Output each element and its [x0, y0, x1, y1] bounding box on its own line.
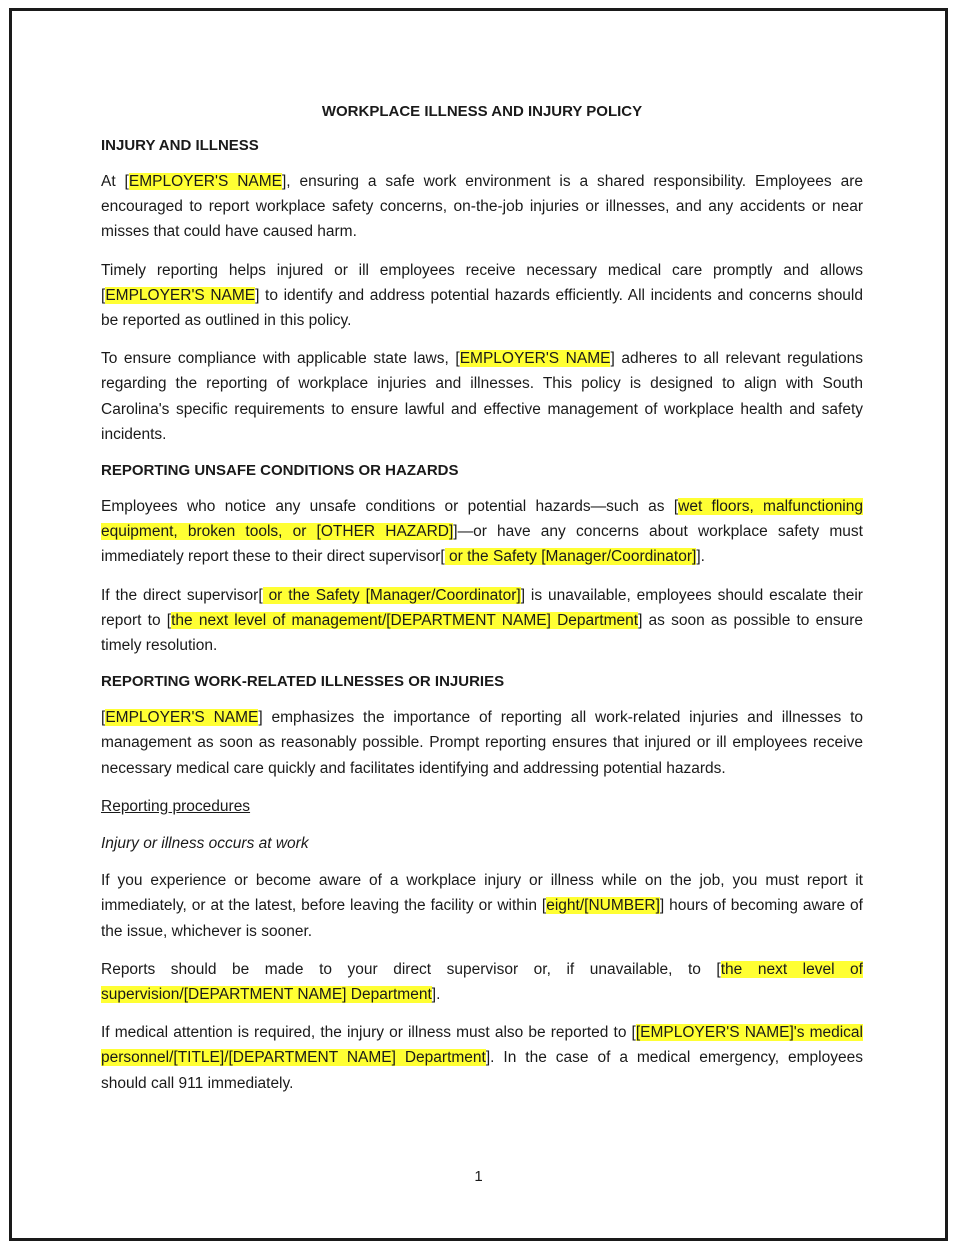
text-run: ] adheres to all relevant regulations regarding the reporting of workplace injuries and illnesses. This policy is designed to align with South Carolina's specific requirements to ensure lawful and effective management of workplace health and safety incidents.: [101, 350, 863, 443]
highlighted-placeholder: or the Safety [Manager/Coordinator]: [444, 548, 697, 566]
document-body: [101, 101, 863, 1109]
text-run: ]. In the case of a medical emergency, employees should call 911 immediately.: [101, 1049, 863, 1092]
text-run: ] emphasizes the importance of reporting all work-related injuries and illnesses to management as soon as reasonably possible. Prompt reporting ensures that injured or ill employees receive necessary medical care quickly and facilitates identifying and addressing potential hazards.: [101, 709, 863, 777]
text-run: If medical attention is required, the injury or illness must also be reported to [: [101, 1024, 636, 1042]
text-run: ] is unavailable, employees should escalate their report to [: [101, 586, 863, 629]
text-run: ]—or have any concerns about workplace safety must immediately report these to their direct supervisor[: [101, 523, 863, 566]
text-run: ].: [696, 548, 705, 566]
text-run: If the direct supervisor[: [101, 586, 263, 604]
paragraph: [101, 494, 863, 570]
text-run: Reports should be made to your direct supervisor or, if unavailable, to [: [101, 960, 721, 978]
highlighted-placeholder: the next level of management/[DEPARTMENT NAME] Department: [171, 611, 639, 629]
text-run: ] as soon as possible to ensure timely resolution.: [101, 611, 863, 655]
text-run: Employees who notice any unsafe conditions or potential hazards—such as [: [101, 498, 679, 516]
highlighted-placeholder: wet floors, malfunctioning equipment, broken tools, or [OTHER HAZARD]: [101, 498, 863, 541]
subsection-subheading: Injury or illness occurs at work: [101, 835, 309, 853]
paragraph: [101, 169, 863, 245]
paragraph: [101, 346, 863, 447]
highlighted-placeholder: or the Safety [Manager/Coordinator]: [262, 586, 521, 604]
document-title: WORKPLACE ILLNESS AND INJURY POLICY: [321, 103, 643, 120]
text-run: At [: [101, 173, 129, 190]
section-heading: REPORTING WORK-RELATED ILLNESSES OR INJURIES: [101, 673, 505, 691]
text-run: ] hours of becoming aware of the issue, whichever is sooner.: [101, 897, 863, 940]
highlighted-placeholder: EMPLOYER'S NAME: [128, 173, 282, 190]
paragraph: [101, 1020, 863, 1096]
page-number: 1: [474, 1168, 483, 1185]
highlighted-placeholder: EMPLOYER'S NAME: [459, 350, 611, 368]
text-run: ] to identify and address potential hazards efficiently. All incidents and concerns should be reported as outlined in this policy.: [101, 286, 863, 330]
text-run: To ensure compliance with applicable state laws, [: [101, 350, 460, 368]
text-run: If you experience or become aware of a workplace injury or illness while on the job, you must report it immediately, or at the latest, before leaving the facility or within [: [101, 872, 863, 915]
paragraph: [101, 868, 863, 944]
paragraph: [101, 583, 863, 659]
highlighted-placeholder: the next level of supervision/[DEPARTMENT NAME] Department: [101, 960, 863, 1004]
text-run: Timely reporting helps injured or ill employees receive necessary medical care promptly and allows [: [101, 261, 863, 304]
document-page: [9, 8, 948, 1241]
highlighted-placeholder: EMPLOYER'S NAME: [105, 709, 259, 727]
text-run: [: [101, 709, 106, 727]
highlighted-placeholder: eight/[NUMBER]: [546, 897, 660, 915]
highlighted-placeholder: EMPLOYER'S NAME: [105, 286, 256, 304]
paragraph: [101, 258, 863, 334]
text-run: ], ensuring a safe work environment is a shared responsibility. Employees are encouraged to report workplace safety concerns, on-the-job injuries or illnesses, and any accidents or near misses that could have caused harm.: [101, 173, 863, 241]
paragraph: [101, 705, 863, 781]
text-run: ].: [431, 986, 441, 1004]
section-heading: REPORTING UNSAFE CONDITIONS OR HAZARDS: [101, 462, 459, 480]
section-heading: INJURY AND ILLNESS: [101, 137, 259, 154]
highlighted-placeholder: [EMPLOYER'S NAME]'s medical personnel/[TITLE]/[DEPARTMENT NAME] Department: [101, 1024, 863, 1067]
paragraph: [101, 957, 863, 1007]
subsection-heading: Reporting procedures: [101, 797, 251, 815]
